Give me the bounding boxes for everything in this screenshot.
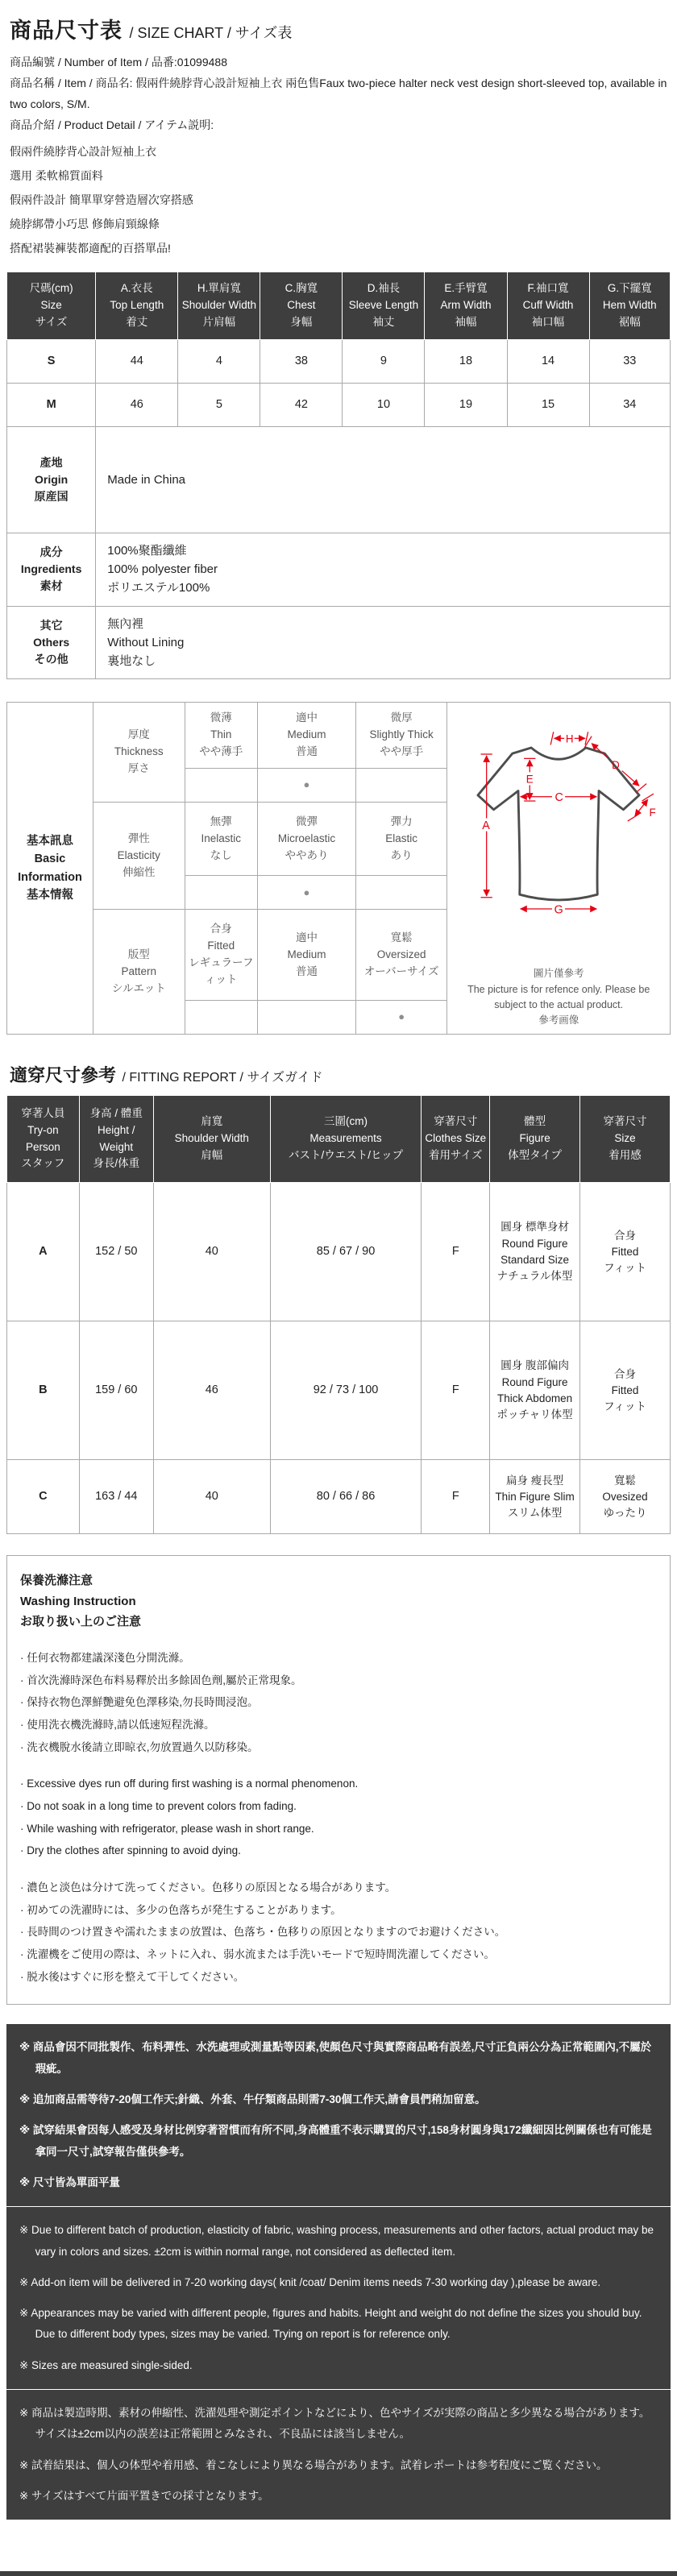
col-zh: 肩寬 <box>201 1115 223 1128</box>
washing-item: · Do not soak in a long time to prevent colors from fading. <box>20 1799 297 1812</box>
lbl-jp: その他 <box>34 652 69 666</box>
fit-jp: ゆったり <box>603 1507 647 1520</box>
washing-item: · 首次洗滌時深色布料易釋於出多餘固色劑,屬於正常現象。 <box>20 1674 302 1686</box>
col-en: Hem Width <box>602 298 657 311</box>
elasticity-dot-elastic <box>355 876 447 910</box>
col-en: Size <box>40 298 62 311</box>
shoulder-cell: 46 <box>153 1321 270 1460</box>
fit-en: Fitted <box>611 1383 639 1396</box>
size-label: M <box>7 383 96 426</box>
washing-item: · 任何衣物都建議深淺色分開洗滌。 <box>20 1651 190 1664</box>
item-number-line: 商品編號 / Number of Item / 品番:01099488 <box>10 56 227 68</box>
fit-feel-cell <box>580 1460 671 1534</box>
page-title <box>10 13 671 44</box>
col-en: Size <box>614 1132 636 1145</box>
ingredients-value-line: 100%聚酯纖維 <box>107 543 187 558</box>
col-jp: 袖幅 <box>455 315 477 328</box>
pattern-opt-medium <box>258 910 356 1000</box>
col-jp: 袖丈 <box>372 315 395 328</box>
clothes-size-cell: F <box>422 1183 490 1321</box>
note-item: ※ Add-on item will be delivered in 7-20 working days( knit /coat/ Denim items needs 7-30 working day ),please be aware. <box>19 2275 601 2288</box>
product-detail-line: 繞脖綁帶小巧思 修飾肩頸線條 <box>10 217 160 230</box>
fitting-header-row <box>7 1095 671 1183</box>
opt-en: Medium <box>287 948 326 960</box>
washing-item: · While washing with refrigerator, please wash in short range. <box>20 1822 314 1835</box>
col-zh: 尺碼(cm) <box>29 282 73 295</box>
origin-row <box>7 426 671 533</box>
person-cell: A <box>7 1183 80 1321</box>
size-value: 9 <box>343 339 425 383</box>
others-row <box>7 606 671 679</box>
diagram-caption-line: subject to the actual product. <box>494 998 624 1010</box>
col-en: Arm Width <box>440 298 492 311</box>
measure-H-label: H <box>566 732 575 745</box>
col-jp: 肩幅 <box>201 1149 223 1162</box>
basic-information-section <box>6 702 671 1034</box>
attr-jp: 厚さ <box>127 762 150 775</box>
col-zh: G.下擺寬 <box>607 282 652 295</box>
note-item: ※ Sizes are measured single-sided. <box>19 2358 193 2371</box>
basic-lbl-line: Information <box>18 870 82 884</box>
opt-en: Oversized <box>376 948 426 960</box>
size-value: 44 <box>96 339 178 383</box>
size-chart-header-row <box>7 272 671 340</box>
washing-list-en <box>20 1773 657 1862</box>
col-jp: 身幅 <box>290 315 313 328</box>
size-value: 14 <box>507 339 589 383</box>
col-en: Try-on Person <box>25 1123 60 1153</box>
basic-lbl-line: Basic <box>34 852 66 866</box>
size-row-m <box>7 383 671 426</box>
washing-item: · 濃色と淡色は分けて洗ってください。色移りの原因となる場合があります。 <box>20 1881 397 1894</box>
washing-list-zh <box>20 1647 657 1758</box>
fit-col-measurements <box>270 1095 422 1183</box>
col-zh: 體型 <box>524 1115 546 1128</box>
washing-instruction-box <box>6 1555 671 2005</box>
col-jp: バスト/ウエスト/ヒップ <box>288 1149 404 1162</box>
pattern-attr <box>93 910 185 1034</box>
person-cell: C <box>7 1460 80 1534</box>
size-value: 34 <box>589 383 670 426</box>
thickness-options-row <box>7 703 671 769</box>
product-detail-line: 搭配裙裝褲裝都適配的百搭單品! <box>10 241 171 255</box>
thickness-dot-medium: ● <box>258 769 356 803</box>
col-en: Clothes Size <box>425 1132 487 1145</box>
col-en: Sleeve Length <box>348 298 419 311</box>
fit-col-figure <box>490 1095 580 1183</box>
measure-E-label: E <box>526 774 534 786</box>
measure-C-label: C <box>554 791 564 805</box>
lbl-jp: 素材 <box>39 579 63 593</box>
fit-en: Fitted <box>611 1245 639 1258</box>
opt-zh: 微厚 <box>390 711 413 724</box>
height-weight-cell: 159 / 60 <box>79 1321 153 1460</box>
fitting-row-a <box>7 1183 671 1321</box>
thickness-attr <box>93 703 185 803</box>
fitting-title-zh: 適穿尺寸參考 <box>10 1064 117 1085</box>
fit-jp: フィット <box>604 1400 646 1413</box>
fitting-report-table <box>6 1095 671 1535</box>
washing-heading-en: Washing Instruction <box>20 1594 136 1608</box>
col-zh: 穿著尺寸 <box>603 1115 647 1128</box>
opt-en: Microelastic <box>277 832 336 844</box>
note-item: ※ サイズはすべて片面平置きでの採寸となります。 <box>19 2490 269 2502</box>
notes-section-zh <box>6 2024 671 2206</box>
measurements-cell: 92 / 73 / 100 <box>270 1321 422 1460</box>
others-value-line: 無內裡 <box>107 616 144 631</box>
note-item: ※ 試着結果は、個人の体型や着用感、着こなしにより異なる場合があります。試着レポートは参考程度にご覧ください。 <box>19 2458 608 2471</box>
opt-zh: 適中 <box>295 931 318 944</box>
figure-jp: ポッチャリ体型 <box>496 1408 573 1421</box>
note-item: ※ Due to different batch of production, elasticity of fabric, washing process, measurements and other factors, actual product may be vary in colors and sizes. ±2cm is within normal range, not considered as deflected item. <box>19 2224 654 2258</box>
lbl-en: Others <box>33 635 70 649</box>
product-detail-label: 商品介紹 / Product Detail / アイテム説明: <box>10 118 214 131</box>
note-item: ※ 尺寸皆為單面平量 <box>19 2176 120 2188</box>
size-value: 4 <box>178 339 260 383</box>
note-item: ※ 商品は製造時期、素材の伸縮性、洗濯処理や測定ポイントなどにより、色やサイズが実際の商品と多少異なる場合があります。サイズは±2cm以内の誤差は正常範囲とみなされ、不良品には該当しません。 <box>19 2407 650 2441</box>
opt-en: Elastic <box>385 832 418 844</box>
size-chart-col-arm <box>425 272 507 340</box>
opt-zh: 合身 <box>210 923 232 935</box>
product-info-table <box>6 426 671 680</box>
col-jp: 袖口幅 <box>531 315 565 328</box>
washing-item: · Dry the clothes after spinning to avoid dying. <box>20 1844 241 1857</box>
washing-list-jp <box>20 1877 657 1988</box>
size-value: 15 <box>507 383 589 426</box>
size-value: 42 <box>260 383 343 426</box>
ingredients-value <box>96 533 671 606</box>
clothes-size-cell: F <box>422 1321 490 1460</box>
pattern-opt-oversized <box>355 910 447 1000</box>
washing-item: · 初めての洗濯時には、多少の色落ちが発生することがあります。 <box>20 1903 342 1916</box>
col-zh: E.手臂寬 <box>444 282 488 295</box>
col-jp: 着用サイズ <box>429 1149 483 1162</box>
fitting-row-c <box>7 1460 671 1534</box>
lbl-zh: 成分 <box>39 545 63 559</box>
col-en: Height / Weight <box>98 1123 135 1153</box>
washing-heading-zh: 保養洗滌注意 <box>20 1574 93 1588</box>
figure-zh: 圓身 標準身材 <box>500 1221 569 1234</box>
ingredients-value-line: ポリエステル100% <box>107 581 210 595</box>
opt-zh: 寬鬆 <box>390 931 413 944</box>
opt-zh: 微薄 <box>210 711 232 724</box>
opt-jp: 普通 <box>295 964 318 977</box>
attr-zh: 版型 <box>127 948 150 960</box>
col-zh: 三圍(cm) <box>324 1115 368 1128</box>
measurements-cell: 85 / 67 / 90 <box>270 1183 422 1321</box>
size-label: S <box>7 339 96 383</box>
lbl-zh: 其它 <box>39 618 63 632</box>
bottom-divider-strip <box>0 2571 677 2576</box>
item-name-line: 商品名稱 / Item / 商品名: 假兩件繞脖背心設計短袖上衣 兩色售Faux two-piece halter neck vest design short-sleeved top, available in two colors, S/M. <box>10 76 667 110</box>
col-en: Chest <box>287 298 316 311</box>
note-item: ※ Appearances may be varied with different people, figures and habits. Height and weight do not define the sizes you should buy. Due to different body types, sizes may be varied. Trying on report is for reference only. <box>19 2307 642 2341</box>
fitting-title-suffix: / FITTING REPORT / サイズガイド <box>122 1070 323 1085</box>
height-weight-cell: 152 / 50 <box>79 1183 153 1321</box>
figure-en: Round Figure Standard Size <box>500 1237 569 1266</box>
size-chart-col-sleeve <box>343 272 425 340</box>
lbl-en: Origin <box>35 472 69 486</box>
figure-jp: ナチュラル体型 <box>496 1270 573 1283</box>
fit-zh: 合身 <box>614 1229 637 1242</box>
col-jp: 身長/体重 <box>93 1157 140 1170</box>
pattern-dot-oversized: ● <box>355 1000 447 1034</box>
col-zh: 穿著尺寸 <box>434 1115 478 1128</box>
fit-col-size-feel <box>580 1095 671 1183</box>
thickness-dot-thick <box>355 769 447 803</box>
fit-en: Ovesized <box>602 1490 648 1503</box>
clothes-size-cell: F <box>422 1460 490 1534</box>
opt-jp: やや厚手 <box>380 745 424 758</box>
figure-cell <box>490 1321 580 1460</box>
opt-jp: ややあり <box>285 848 329 861</box>
attr-en: Elasticity <box>117 848 160 861</box>
figure-cell <box>490 1460 580 1534</box>
lbl-en: Ingredients <box>20 562 82 576</box>
col-en: Shoulder Width <box>174 1132 249 1145</box>
size-diagram-cell <box>447 703 671 1034</box>
pattern-dot-medium <box>258 1000 356 1034</box>
opt-zh: 微彈 <box>295 815 318 828</box>
fit-col-clothes-size <box>422 1095 490 1183</box>
pattern-dot-fitted <box>185 1000 258 1034</box>
col-en: Shoulder Width <box>181 298 256 311</box>
figure-en: Round Figure Thick Abdomen <box>497 1375 573 1404</box>
elasticity-opt-inelastic <box>185 803 258 876</box>
opt-jp: 普通 <box>295 745 318 758</box>
basic-lbl-line: 基本訊息 <box>26 834 73 848</box>
fit-col-shoulder <box>153 1095 270 1183</box>
ingredients-value-line: 100% polyester fiber <box>107 562 218 577</box>
others-value-line: 裏地なし <box>107 654 156 669</box>
col-zh: 穿著人員 <box>21 1106 65 1119</box>
basic-information-table <box>6 702 671 1034</box>
size-chart-col-chest <box>260 272 343 340</box>
shoulder-cell: 40 <box>153 1183 270 1321</box>
measure-A-label: A <box>482 819 491 833</box>
tshirt-measurement-diagram <box>451 707 667 949</box>
lbl-jp: 原産国 <box>34 489 69 503</box>
col-en: Cuff Width <box>522 298 574 311</box>
washing-heading <box>20 1570 657 1632</box>
note-item: ※ 商品會因不同批製作、布料彈性、水洗處理或測量點等因素,使顏色尺寸與實際商品略有誤差,尺寸正負兩公分為正常範圍內,不屬於瑕疵。 <box>19 2041 652 2075</box>
size-chart-table <box>6 272 671 427</box>
washing-item: · 脱水後はすぐに形を整えて干してください。 <box>20 1970 245 1983</box>
opt-en: Medium <box>287 728 326 741</box>
attr-jp: シルエット <box>111 981 166 994</box>
measure-G-label: G <box>554 903 564 917</box>
size-value: 18 <box>425 339 507 383</box>
others-value <box>96 606 671 679</box>
shoulder-cell: 40 <box>153 1460 270 1534</box>
elasticity-attr <box>93 803 185 910</box>
size-value: 38 <box>260 339 343 383</box>
washing-item: · 使用洗衣機洗滌時,請以低速短程洗滌。 <box>20 1718 215 1731</box>
washing-item: · 洗濯機をご使用の際は、ネットに入れ、弱水流または手洗いモードで短時間洗濯してください。 <box>20 1948 496 1960</box>
attr-en: Thickness <box>114 745 164 758</box>
pattern-opt-fitted <box>185 910 258 1000</box>
diagram-caption-line: The picture is for refence only. Please be <box>467 983 650 995</box>
col-zh: H.單肩寬 <box>197 282 241 295</box>
figure-zh: 扁身 瘦長型 <box>505 1474 564 1487</box>
page-title-zh: 商品尺寸表 <box>10 19 123 43</box>
size-chart-col-size <box>7 272 96 340</box>
diagram-caption-line: 參考画像 <box>538 1014 579 1027</box>
others-label <box>7 606 96 679</box>
figure-jp: スリム体型 <box>507 1507 563 1520</box>
fit-zh: 合身 <box>614 1367 637 1380</box>
elasticity-dot-inelastic <box>185 876 258 910</box>
opt-en: Slightly Thick <box>369 728 434 741</box>
col-zh: A.衣長 <box>120 282 153 295</box>
col-jp: サイズ <box>35 315 68 328</box>
note-item: ※ 試穿結果會因每人感受及身材比例穿著習慣而有所不同,身高體重不表示購買的尺寸,158身材圓身與172纖細因比例關係也有可能是拿同一尺寸,試穿報告僅供參考。 <box>19 2124 652 2158</box>
product-detail-line: 選用 柔軟棉質面料 <box>10 168 103 182</box>
attr-zh: 彈性 <box>127 832 150 844</box>
size-value: 5 <box>178 383 260 426</box>
measurements-cell: 80 / 66 / 86 <box>270 1460 422 1534</box>
measure-F-line <box>635 800 648 817</box>
figure-zh: 圓身 腹部偏肉 <box>500 1359 569 1372</box>
product-detail-line: 假兩件繞脖背心設計短袖上衣 <box>10 144 156 158</box>
opt-jp: あり <box>390 848 413 861</box>
product-detail-lines <box>10 139 671 260</box>
col-jp: 裾幅 <box>618 315 641 328</box>
size-chart-col-top-length <box>96 272 178 340</box>
opt-jp: オーバーサイズ <box>363 964 439 977</box>
col-en: Figure <box>519 1132 550 1145</box>
attr-zh: 厚度 <box>127 728 150 741</box>
opt-zh: 適中 <box>295 711 318 724</box>
person-cell: B <box>7 1321 80 1460</box>
washing-item: · 長時間のつけ置きや濡れたままの放置は、色落ち・色移りの原因となりますのでお避けください。 <box>20 1926 506 1939</box>
washing-item: · 洗衣機脫水後請立即晾衣,勿放置過久以防移染。 <box>20 1740 259 1753</box>
notes-box <box>6 2024 671 2520</box>
notes-section-en <box>6 2206 671 2389</box>
basic-info-label <box>7 703 93 1034</box>
col-zh: D.袖長 <box>367 282 401 295</box>
washing-item: · 保持衣物色澤鮮艷避免色澤移染,勿長時間浸泡。 <box>20 1696 259 1709</box>
diagram-caption-line: 圖片僅參考 <box>533 968 584 980</box>
thickness-opt-thick <box>355 703 447 769</box>
opt-en: Thin <box>210 728 232 741</box>
origin-value <box>96 426 671 533</box>
origin-value-line: Made in China <box>107 472 186 487</box>
opt-en: Inelastic <box>201 832 242 844</box>
opt-jp: なし <box>210 848 232 861</box>
page-title-suffix: / SIZE CHART / サイズ表 <box>129 25 293 41</box>
col-en: Measurements <box>309 1132 382 1145</box>
opt-zh: 無彈 <box>210 815 232 828</box>
col-jp: 着丈 <box>126 315 148 328</box>
others-value-line: Without Lining <box>107 635 185 649</box>
note-item: ※ 追加商品需等待7-20個工作天;針織、外套、牛仔類商品則需7-30個工作天,請會員們稍加留意。 <box>19 2093 486 2105</box>
thickness-opt-thin <box>185 703 258 769</box>
col-zh: 身高 / 體重 <box>89 1106 143 1119</box>
opt-en: Fitted <box>207 940 235 952</box>
elasticity-opt-elastic <box>355 803 447 876</box>
fit-zh: 寬鬆 <box>614 1474 637 1487</box>
fit-col-height-weight <box>79 1095 153 1183</box>
basic-lbl-line: 基本情報 <box>26 888 73 902</box>
size-chart-col-shoulder <box>178 272 260 340</box>
col-zh: C.胸寬 <box>285 282 318 295</box>
thickness-opt-medium <box>258 703 356 769</box>
size-row-s <box>7 339 671 383</box>
washing-heading-jp: お取り扱い上のご注意 <box>20 1615 142 1629</box>
col-zh: F.袖口寬 <box>527 282 569 295</box>
figure-cell <box>490 1183 580 1321</box>
washing-item: · Excessive dyes run off during first washing is a normal phenomenon. <box>20 1777 359 1790</box>
fit-feel-cell <box>580 1183 671 1321</box>
fitting-row-b <box>7 1321 671 1460</box>
ingredients-label <box>7 533 96 606</box>
size-value: 19 <box>425 383 507 426</box>
ingredients-row <box>7 533 671 606</box>
col-jp: 片肩幅 <box>202 315 236 328</box>
thickness-dot-thin <box>185 769 258 803</box>
fit-feel-cell <box>580 1321 671 1460</box>
elasticity-dot-microelastic: ● <box>258 876 356 910</box>
col-jp: スタッフ <box>21 1157 65 1170</box>
opt-zh: 彈力 <box>390 815 413 828</box>
lbl-zh: 產地 <box>39 455 63 469</box>
fit-col-person <box>7 1095 80 1183</box>
height-weight-cell: 163 / 44 <box>79 1460 153 1534</box>
figure-en: Thin Figure Slim <box>495 1490 575 1503</box>
size-value: 10 <box>343 383 425 426</box>
fitting-report-title <box>10 1062 671 1087</box>
col-en: Top Length <box>110 298 164 311</box>
notes-section-jp <box>6 2389 671 2520</box>
measure-D-label: D <box>612 759 621 772</box>
attr-jp: 伸縮性 <box>123 865 156 878</box>
opt-jp: レギュラーフィット <box>189 956 254 985</box>
diagram-caption <box>451 966 667 1029</box>
fit-jp: フィット <box>604 1262 646 1275</box>
origin-label <box>7 426 96 533</box>
measure-F-label: F <box>649 807 657 819</box>
col-jp: 着用感 <box>608 1149 642 1162</box>
opt-jp: やや薄手 <box>199 745 243 758</box>
product-detail-line: 假兩件設計 簡單單穿營造層次穿搭感 <box>10 193 193 206</box>
col-jp: 体型タイプ <box>508 1149 562 1162</box>
elasticity-opt-microelastic <box>258 803 356 876</box>
size-value: 46 <box>96 383 178 426</box>
size-value: 33 <box>589 339 670 383</box>
size-chart-col-cuff <box>507 272 589 340</box>
size-chart-col-hem <box>589 272 670 340</box>
attr-en: Pattern <box>121 964 157 977</box>
